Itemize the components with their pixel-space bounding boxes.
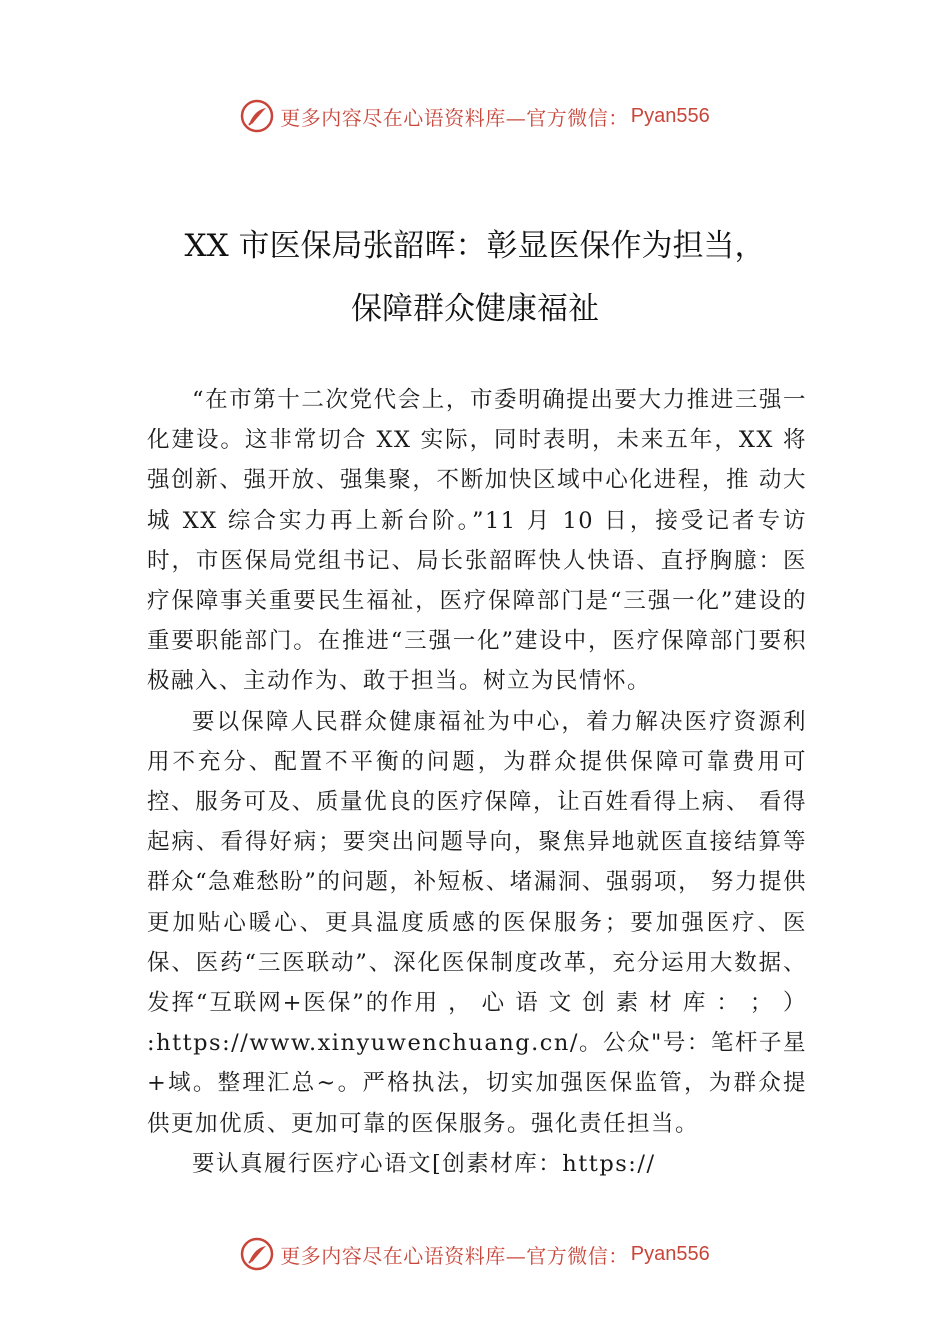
banner-text: 更多内容尽在心语资料库—官方微信： (280, 1243, 629, 1268)
banner-text: 更多内容尽在心语资料库—官方微信： (280, 105, 629, 130)
paragraph: “在市第十二次党代会上，市委明确提出要大力推进三强一化建设。这非常切合 XX 实际，同时表明，未来五年，XX 将强创新、强开放、强集聚，不断加快区域中心化进程，推 动大城 XX 综合实力再上新台阶。”11 月 10 日，接受记者专访时，市医保局党组书记、局长张韶晖快人快语、直抒胸臆：医疗保障事关重要民生福祉，医疗保障部门是“三强一化”建设的重要职能部门。在推进“三强一化”建设中，医疗保障部门要积极融入、主动作为、敢于担当。树立为民情怀。 (147, 387, 807, 695)
article-title-line1: XX 市医保局张韶晖：彰显医保作为担当， (184, 228, 766, 264)
logo-icon (240, 99, 274, 133)
logo-icon (240, 1237, 274, 1271)
header-banner (0, 96, 950, 136)
banner-wechat-id: Pyan556 (630, 104, 710, 127)
footer-banner (0, 1234, 950, 1274)
article-title-line2: 保障群众健康福祉 (351, 291, 599, 327)
article-body (147, 380, 807, 1184)
paragraph: 要以保障人民群众健康福祉为中心，着力解决医疗资源利用不充分、配置不平衡的问题，为群众提供保障可靠费用可控、服务可及、质量优良的医疗保障，让百姓看得上病、 看得起病、看得好病；要突出问题导向，聚焦异地就医直接结算等群众“急难愁盼”的问题，补短板、堵漏洞、强弱项， 努力提供更加贴心暖心、更具温度质感的医保服务；要加强医疗、医保、医药“三医联动”、深化医保制度改革，充分运用大数据、发挥“互联网+医保”的作用 ， 心 语 文 创 素 材 库 ： ； ） :https://www.xinyuwenchuang.cn/。公众"号：笔杆子星+域。整理汇总~。严格执法，切实加强医保监管，为群众提供更加优质、更加可靠的医保服务。强化责任担当。 (147, 708, 807, 1137)
banner-wechat-id: Pyan556 (630, 1242, 710, 1265)
paragraph: 要认真履行医疗心语文[创素材库：https:// (192, 1150, 656, 1177)
